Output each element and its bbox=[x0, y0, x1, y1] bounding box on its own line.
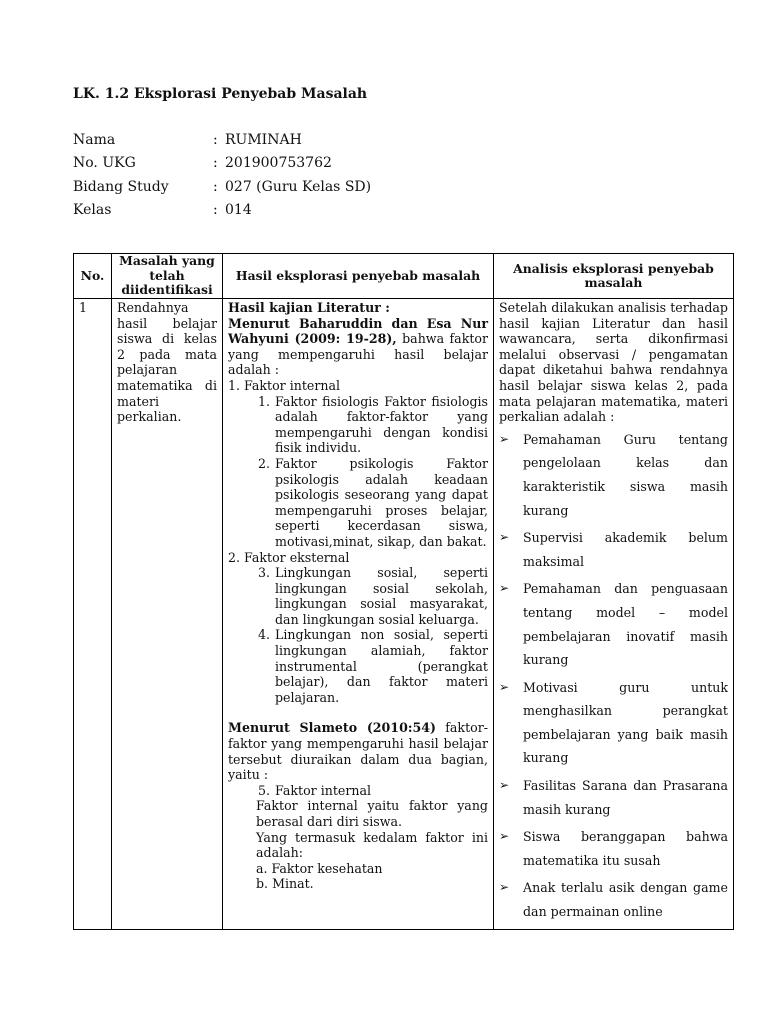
arrowhead-bullet-icon: ➢ bbox=[499, 778, 510, 793]
cause-text: Supervisi akademik belum maksimal bbox=[523, 530, 728, 569]
identity-value: 027 (Guru Kelas SD) bbox=[225, 178, 372, 195]
identity-label: Nama bbox=[73, 131, 116, 148]
identity-row-field bbox=[73, 175, 523, 199]
cause-list bbox=[499, 428, 728, 924]
header-result: Hasil eksplorasi penyebab masalah bbox=[223, 254, 494, 299]
cell-problem: Rendahnya hasil belajar siswa di kelas 2 pada mata pelajaran matematika di materi perkalian. bbox=[112, 299, 223, 930]
list-item bbox=[499, 428, 728, 522]
source-paragraph-2 bbox=[228, 720, 488, 782]
source-citation: Menurut Baharuddin dan Esa Nur Wahyuni (2009: 19-28), bbox=[228, 315, 488, 347]
identity-separator: : bbox=[213, 202, 218, 219]
factor-description: Faktor internal yaitu faktor yang berasal dari diri siswa. bbox=[256, 798, 488, 829]
group-external: 2. Faktor eksternal bbox=[228, 549, 350, 565]
cell-result bbox=[223, 299, 494, 930]
identity-value: RUMINAH bbox=[225, 131, 302, 148]
list-item bbox=[228, 783, 488, 799]
identity-value: 201900753762 bbox=[225, 155, 332, 172]
cell-no: 1 bbox=[74, 299, 112, 930]
identity-value: 014 bbox=[225, 202, 252, 219]
list-item bbox=[228, 456, 488, 550]
spacer bbox=[228, 705, 488, 720]
list-text: Lingkungan non sosial, seperti lingkungan alamiah, faktor instrumental (perangkat belajar), dan faktor materi pelajaran. bbox=[275, 627, 488, 705]
table-header-row bbox=[74, 254, 734, 299]
exploration-table bbox=[73, 253, 734, 930]
list-item bbox=[499, 825, 728, 872]
cell-analysis bbox=[494, 299, 734, 930]
list-number: 3. bbox=[257, 565, 270, 581]
list-item bbox=[499, 676, 728, 770]
arrowhead-bullet-icon: ➢ bbox=[499, 581, 510, 596]
cause-text: Fasilitas Sarana dan Prasarana masih kurang bbox=[523, 778, 728, 817]
identity-row-name bbox=[73, 128, 523, 152]
cause-text: Pemahaman Guru tentang pengelolaan kelas dan karakteristik siswa masih kurang bbox=[523, 431, 728, 518]
identity-label: Kelas bbox=[73, 202, 112, 219]
source-text: bahwa faktor yang mempengaruhi hasil belajar adalah : bbox=[228, 331, 488, 378]
identity-label: Bidang Study bbox=[73, 178, 169, 195]
list-item bbox=[228, 394, 488, 456]
list-item bbox=[228, 565, 488, 627]
list-item bbox=[499, 774, 728, 821]
list-text: Lingkungan sosial, seperti lingkungan sosial sekolah, lingkungan sosial masyarakat, dan lingkungan sosial keluarga. bbox=[275, 565, 488, 627]
header-problem: Masalah yang telah diidentifikasi bbox=[112, 254, 223, 299]
list-number: 4. bbox=[257, 627, 270, 643]
identity-label: No. UKG bbox=[73, 155, 136, 172]
list-number: 5. bbox=[257, 782, 270, 798]
list-item bbox=[228, 627, 488, 705]
arrowhead-bullet-icon: ➢ bbox=[499, 880, 510, 895]
list-text: Faktor fisiologis Faktor fisiologis adalah faktor-faktor yang mempengaruhi dengan kondisi fisik individu. bbox=[275, 393, 488, 456]
letter-item: b. Minat. bbox=[256, 876, 314, 892]
identity-row-class bbox=[73, 199, 523, 223]
analysis-intro: Setelah dilakukan analisis terhadap hasil kajian Literatur dan hasil wawancara, serta dikonfirmasi melalui observasi / pengamatan dapat diketahui bahwa rendahnya hasil belajar siswa kelas 2, pada mata pelajaran matematika, materi perkalian adalah : bbox=[499, 300, 728, 425]
arrowhead-bullet-icon: ➢ bbox=[499, 679, 510, 694]
cause-text: Motivasi guru untuk menghasilkan perangkat pembelajaran yang baik masih kurang bbox=[523, 679, 728, 766]
factor-description: Yang termasuk kedalam faktor ini adalah: bbox=[256, 829, 488, 861]
arrowhead-bullet-icon: ➢ bbox=[499, 530, 510, 545]
cause-text: Siswa beranggapan bahwa matematika itu susah bbox=[523, 829, 728, 868]
list-item bbox=[499, 577, 728, 671]
identity-separator: : bbox=[213, 155, 218, 172]
list-item bbox=[499, 526, 728, 573]
list-number: 2. bbox=[257, 455, 270, 471]
list-text: Faktor psikologis Faktor psikologis adalah keadaan psikologis seseorang yang dapat mempengaruhi proses belajar, seperti kecerdasan siswa, motivasi,minat, sikap, dan bakat. bbox=[275, 455, 488, 549]
header-analysis: Analisis eksplorasi penyebab masalah bbox=[494, 254, 734, 299]
identity-separator: : bbox=[213, 178, 218, 195]
identity-block bbox=[73, 128, 523, 222]
source-paragraph-1 bbox=[228, 316, 488, 378]
source-citation: Menurut Slameto (2010:54) bbox=[228, 720, 436, 736]
table-row bbox=[74, 299, 734, 930]
cause-text: Anak terlalu asik dengan game dan permainan online bbox=[523, 880, 728, 920]
document-title: LK. 1.2 Eksplorasi Penyebab Masalah bbox=[73, 86, 368, 102]
list-number: 1. bbox=[257, 393, 270, 409]
identity-row-ukg bbox=[73, 152, 523, 176]
arrowhead-bullet-icon: ➢ bbox=[499, 829, 510, 844]
list-item bbox=[499, 876, 728, 923]
header-no: No. bbox=[74, 254, 112, 299]
identity-separator: : bbox=[213, 131, 218, 148]
list-text: Faktor internal bbox=[275, 782, 372, 798]
arrowhead-bullet-icon: ➢ bbox=[499, 431, 510, 446]
literature-heading: Hasil kajian Literatur : bbox=[228, 300, 390, 315]
cause-text: Pemahaman dan penguasaan tentang model – model pembelajaran inovatif masih kurang bbox=[523, 581, 728, 668]
letter-item: a. Faktor kesehatan bbox=[256, 860, 383, 876]
group-internal: 1. Faktor internal bbox=[228, 377, 341, 393]
source-text: faktor-faktor yang mempengaruhi hasil belajar tersebut diuraikan dalam dua bagian, yaitu : bbox=[228, 720, 488, 783]
